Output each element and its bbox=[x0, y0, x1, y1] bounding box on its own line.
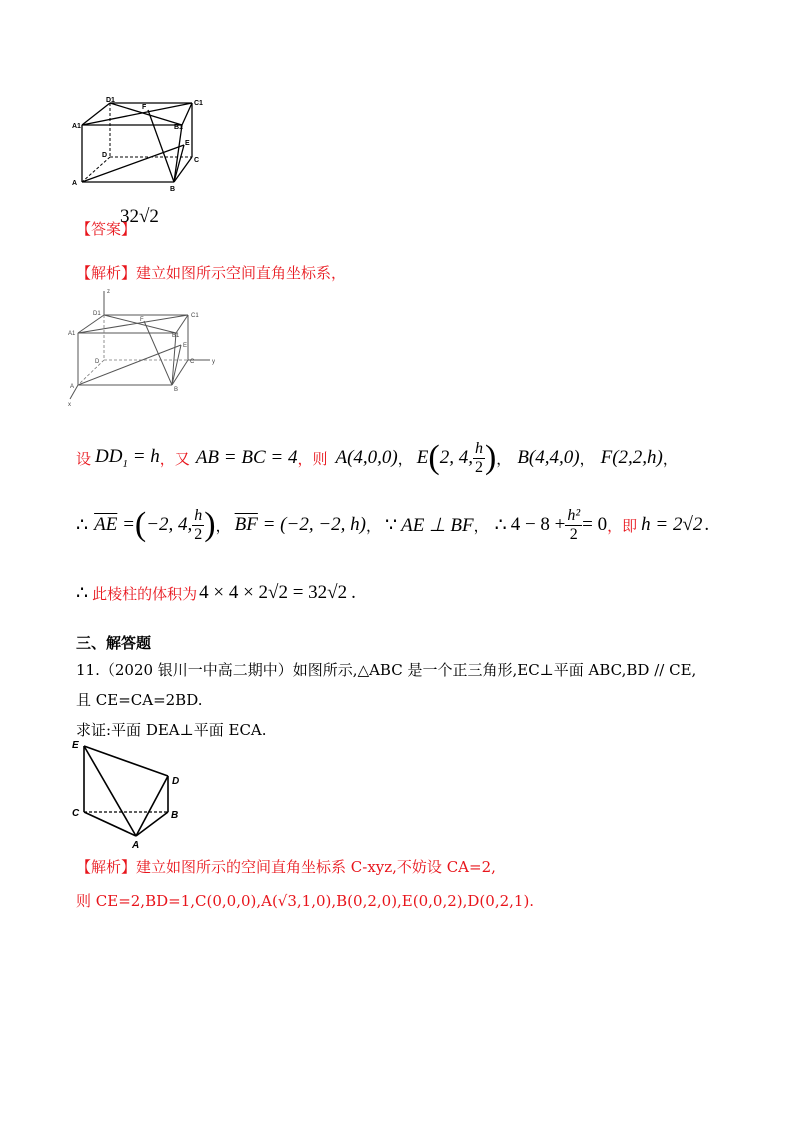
analysis-2-tag: 【解析】 bbox=[76, 858, 137, 876]
section-title: 三、解答题 bbox=[76, 634, 152, 652]
vec-ae bbox=[94, 514, 135, 536]
vec-ae-body: −2, 4, bbox=[146, 514, 193, 535]
equation-right: = 0 bbox=[582, 514, 608, 535]
dd1-eq: = h bbox=[127, 446, 160, 468]
analysis-2 bbox=[76, 850, 534, 918]
therefore-1: ∴ bbox=[76, 514, 89, 536]
point-e-frac-num: h bbox=[474, 439, 483, 457]
because: ∵ bbox=[385, 514, 398, 536]
solution-line-1 bbox=[76, 436, 678, 480]
vec-ae-label: $\overline{AE}$ bbox=[94, 514, 118, 535]
problem-11-line-2: 且 CE=CA=2BD. bbox=[76, 691, 203, 709]
prism-figure-2 bbox=[68, 285, 223, 407]
end-dot-2: . bbox=[704, 514, 710, 535]
prism-figure-1 bbox=[70, 95, 210, 195]
vec-bf bbox=[235, 514, 366, 536]
equation bbox=[511, 507, 607, 544]
volume-formula: 4 × 4 × 2√2 = 32√2 bbox=[199, 582, 348, 603]
label-D: D bbox=[95, 359, 100, 365]
label-B: B bbox=[170, 186, 176, 193]
sep-4: ， bbox=[662, 449, 678, 468]
label-A: A bbox=[72, 180, 78, 187]
label-A1: A1 bbox=[68, 331, 76, 337]
text-also: 又 bbox=[174, 449, 190, 468]
point-e-label: E bbox=[416, 447, 429, 468]
label-A1: A1 bbox=[72, 123, 81, 130]
label-x: x bbox=[68, 402, 71, 407]
label-B: B bbox=[174, 387, 179, 393]
comma-2: ， bbox=[297, 449, 313, 468]
analysis-tag: 【解析】 bbox=[76, 264, 137, 282]
vec-ae-eq: = bbox=[117, 514, 135, 535]
label-E: E bbox=[183, 343, 188, 349]
dd1-base: DD bbox=[95, 446, 123, 468]
label-y: y bbox=[212, 359, 215, 365]
label-A: A bbox=[70, 384, 75, 390]
vec-ae-value: ( −2, 4, $\frac{h}{2}$ ) bbox=[134, 506, 216, 543]
sep-3: ， bbox=[579, 449, 595, 468]
label-C: C bbox=[72, 808, 80, 819]
equation-frac-den: 2 bbox=[569, 525, 578, 543]
analysis-2-line-2: 则 CE=2,BD=1,C(0,0,0),A(√3,1,0),B(0,2,0),E(0,0,2),D(0,2,1). bbox=[76, 892, 535, 910]
label-D: D bbox=[102, 152, 108, 159]
text-then: 则 bbox=[312, 449, 328, 468]
label-C: C bbox=[190, 359, 195, 365]
ab-bc: AB = BC = 4 bbox=[195, 447, 298, 468]
answer-value: 32√2 bbox=[120, 206, 159, 227]
label-D1: D1 bbox=[106, 97, 115, 104]
sep-7: ， bbox=[473, 516, 489, 535]
h-result: h = 2√2 bbox=[641, 514, 703, 535]
analysis-text: 建立如图所示空间直角坐标系， bbox=[136, 264, 347, 282]
label-F: F bbox=[140, 317, 144, 323]
analysis-1 bbox=[76, 262, 346, 283]
vec-bf-label: $\overline{BF}$ bbox=[234, 514, 258, 535]
problem-11-line-1: 11.（2020 银川一中高二期中）如图所示,△ABC 是一个正三角形,EC⊥平面 ABC,BD // CE, bbox=[76, 661, 697, 679]
sep-5: ， bbox=[215, 516, 231, 535]
perp: AE ⊥ BF bbox=[401, 514, 474, 536]
label-C: C bbox=[194, 157, 200, 164]
therefore-2: ∴ bbox=[494, 514, 507, 536]
volume-text: 此棱柱的体积为 bbox=[92, 584, 198, 603]
problem-11 bbox=[76, 655, 696, 745]
comma-1: ， bbox=[159, 449, 175, 468]
label-B: B bbox=[171, 810, 179, 821]
label-E: E bbox=[72, 740, 79, 751]
problem-11-line-3: 求证:平面 DEA⊥平面 ECA. bbox=[76, 721, 267, 739]
point-e-body: 2, 4, bbox=[439, 447, 473, 468]
point-e: E ( 2, 4, $\frac{h}{2}$ ) bbox=[416, 439, 497, 476]
end-dot-3: . bbox=[351, 582, 356, 603]
label-z: z bbox=[107, 289, 110, 295]
sep-6: ， bbox=[365, 516, 381, 535]
text-set: 设 bbox=[76, 449, 92, 468]
analysis-2-text-1: 建立如图所示的空间直角坐标系 C-xyz,不妨设 CA=2, bbox=[136, 858, 496, 876]
answer-tag: 【答案】 bbox=[76, 220, 137, 238]
vec-ae-frac-num: h bbox=[194, 506, 203, 524]
dd1-sub: 1 bbox=[122, 457, 128, 470]
equation-left: 4 − 8 + bbox=[510, 514, 566, 535]
sep-1: ， bbox=[397, 449, 413, 468]
tetrahedron-figure bbox=[70, 736, 190, 851]
dd1 bbox=[95, 446, 160, 470]
label-D1: D1 bbox=[93, 311, 101, 317]
text-namely: 即 bbox=[622, 516, 638, 535]
sep-2: ， bbox=[496, 449, 512, 468]
solution-line-3 bbox=[76, 578, 356, 608]
point-b: B(4,4,0) bbox=[517, 447, 580, 468]
vec-bf-value: = (−2, −2, h) bbox=[257, 514, 366, 535]
therefore-3: ∴ bbox=[76, 582, 89, 604]
analysis-2-line-1 bbox=[76, 850, 534, 884]
label-A: A bbox=[132, 840, 140, 851]
point-e-frac-den: 2 bbox=[474, 458, 483, 476]
label-C1: C1 bbox=[191, 313, 199, 319]
sep-8: ， bbox=[607, 516, 623, 535]
label-C1: C1 bbox=[194, 100, 203, 107]
label-B1: B1 bbox=[174, 124, 183, 131]
label-E: E bbox=[185, 140, 190, 147]
label-B1: B1 bbox=[172, 333, 180, 339]
point-a: A(4,0,0) bbox=[335, 447, 398, 468]
solution-line-2 bbox=[76, 502, 709, 548]
vec-ae-frac-den: 2 bbox=[194, 525, 203, 543]
equation-frac-num: h² bbox=[567, 506, 581, 524]
label-F: F bbox=[142, 104, 147, 111]
label-D: D bbox=[172, 776, 180, 787]
point-f: F(2,2,h) bbox=[600, 447, 663, 468]
